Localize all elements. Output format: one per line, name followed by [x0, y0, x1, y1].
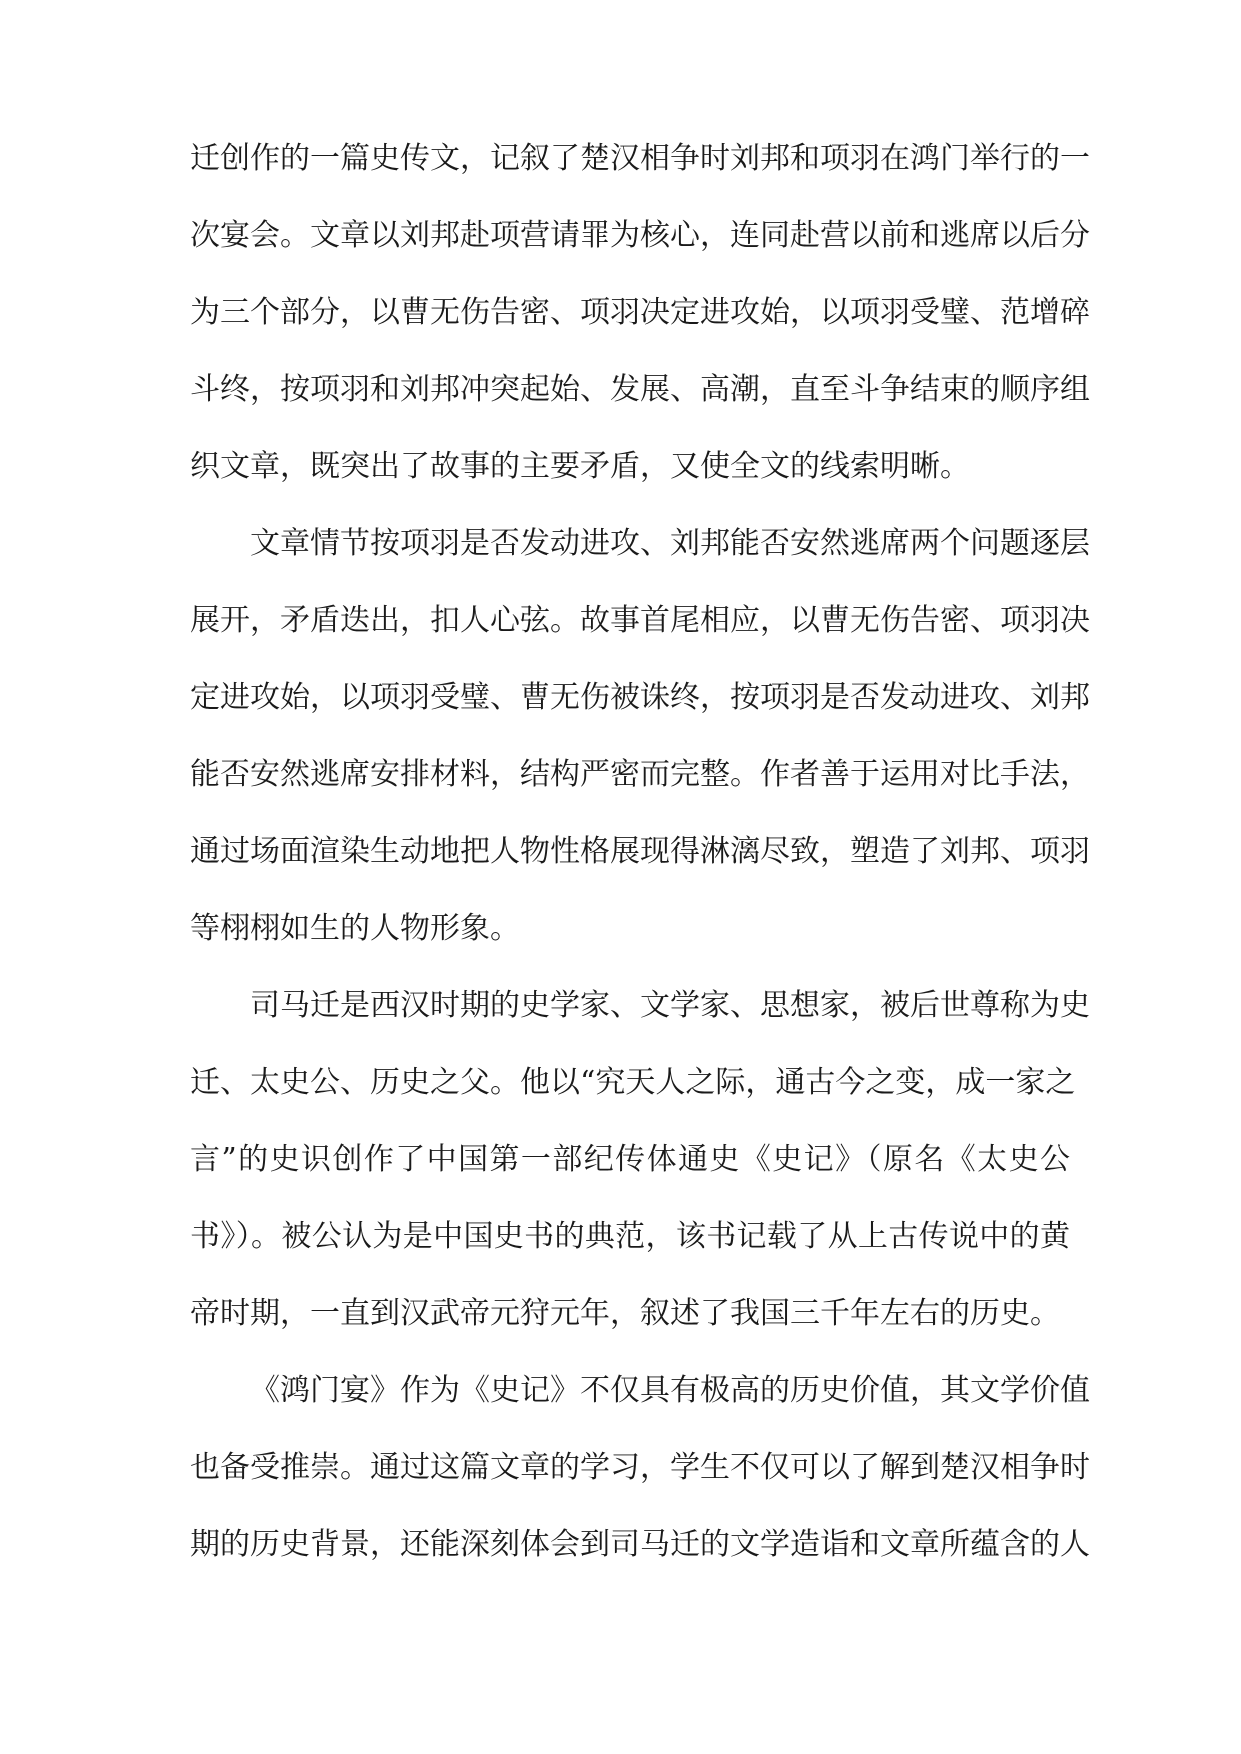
text-line: 定进攻始，以项羽受璧、曹无伤被诛终，按项羽是否发动进攻、刘邦	[190, 680, 1090, 715]
text-line: 次宴会。文章以刘邦赴项营请罪为核心，连同赴营以前和逃席以后分	[190, 218, 1090, 253]
text-line: 帝时期，一直到汉武帝元狩元年，叙述了我国三千年左右的历史。	[190, 1296, 1060, 1331]
text-line: 迁创作的一篇史传文，记叙了楚汉相争时刘邦和项羽在鸿门举行的一	[190, 141, 1090, 176]
text-line: 斗终，按项羽和刘邦冲突起始、发展、高潮，直至斗争结束的顺序组	[190, 372, 1090, 407]
text-line: 能否安然逃席安排材料，结构严密而完整。作者善于运用对比手法，	[190, 757, 1090, 792]
text-line: 为三个部分，以曹无伤告密、项羽决定进攻始，以项羽受璧、范增碎	[190, 295, 1090, 330]
text-line: 也备受推崇。通过这篇文章的学习，学生不仅可以了解到楚汉相争时	[190, 1450, 1090, 1485]
text-line: 书》）。被公认为是中国史书的典范，该书记载了从上古传说中的黄	[190, 1219, 1070, 1254]
text-line: 文章情节按项羽是否发动进攻、刘邦能否安然逃席两个问题逐层	[250, 526, 1090, 561]
text-line: 言”的史识创作了中国第一部纪传体通史《史记》（原名《太史公	[190, 1142, 1070, 1177]
text-line: 《鸿门宴》作为《史记》不仅具有极高的历史价值，其文学价值	[250, 1373, 1090, 1408]
text-line: 通过场面渲染生动地把人物性格展现得淋漓尽致，塑造了刘邦、项羽	[190, 834, 1090, 869]
text-line: 司马迁是西汉时期的史学家、文学家、思想家，被后世尊称为史	[250, 988, 1090, 1023]
text-line: 织文章，既突出了故事的主要矛盾，又使全文的线索明晰。	[190, 449, 970, 484]
text-line: 展开，矛盾迭出，扣人心弦。故事首尾相应，以曹无伤告密、项羽决	[190, 603, 1090, 638]
body-text	[190, 134, 1090, 1597]
text-line: 期的历史背景，还能深刻体会到司马迁的文学造诣和文章所蕴含的人	[190, 1527, 1090, 1562]
text-line: 等栩栩如生的人物形象。	[190, 911, 520, 946]
text-line: 迁、太史公、历史之父。他以“究天人之际，通古今之变，成一家之	[190, 1065, 1076, 1100]
